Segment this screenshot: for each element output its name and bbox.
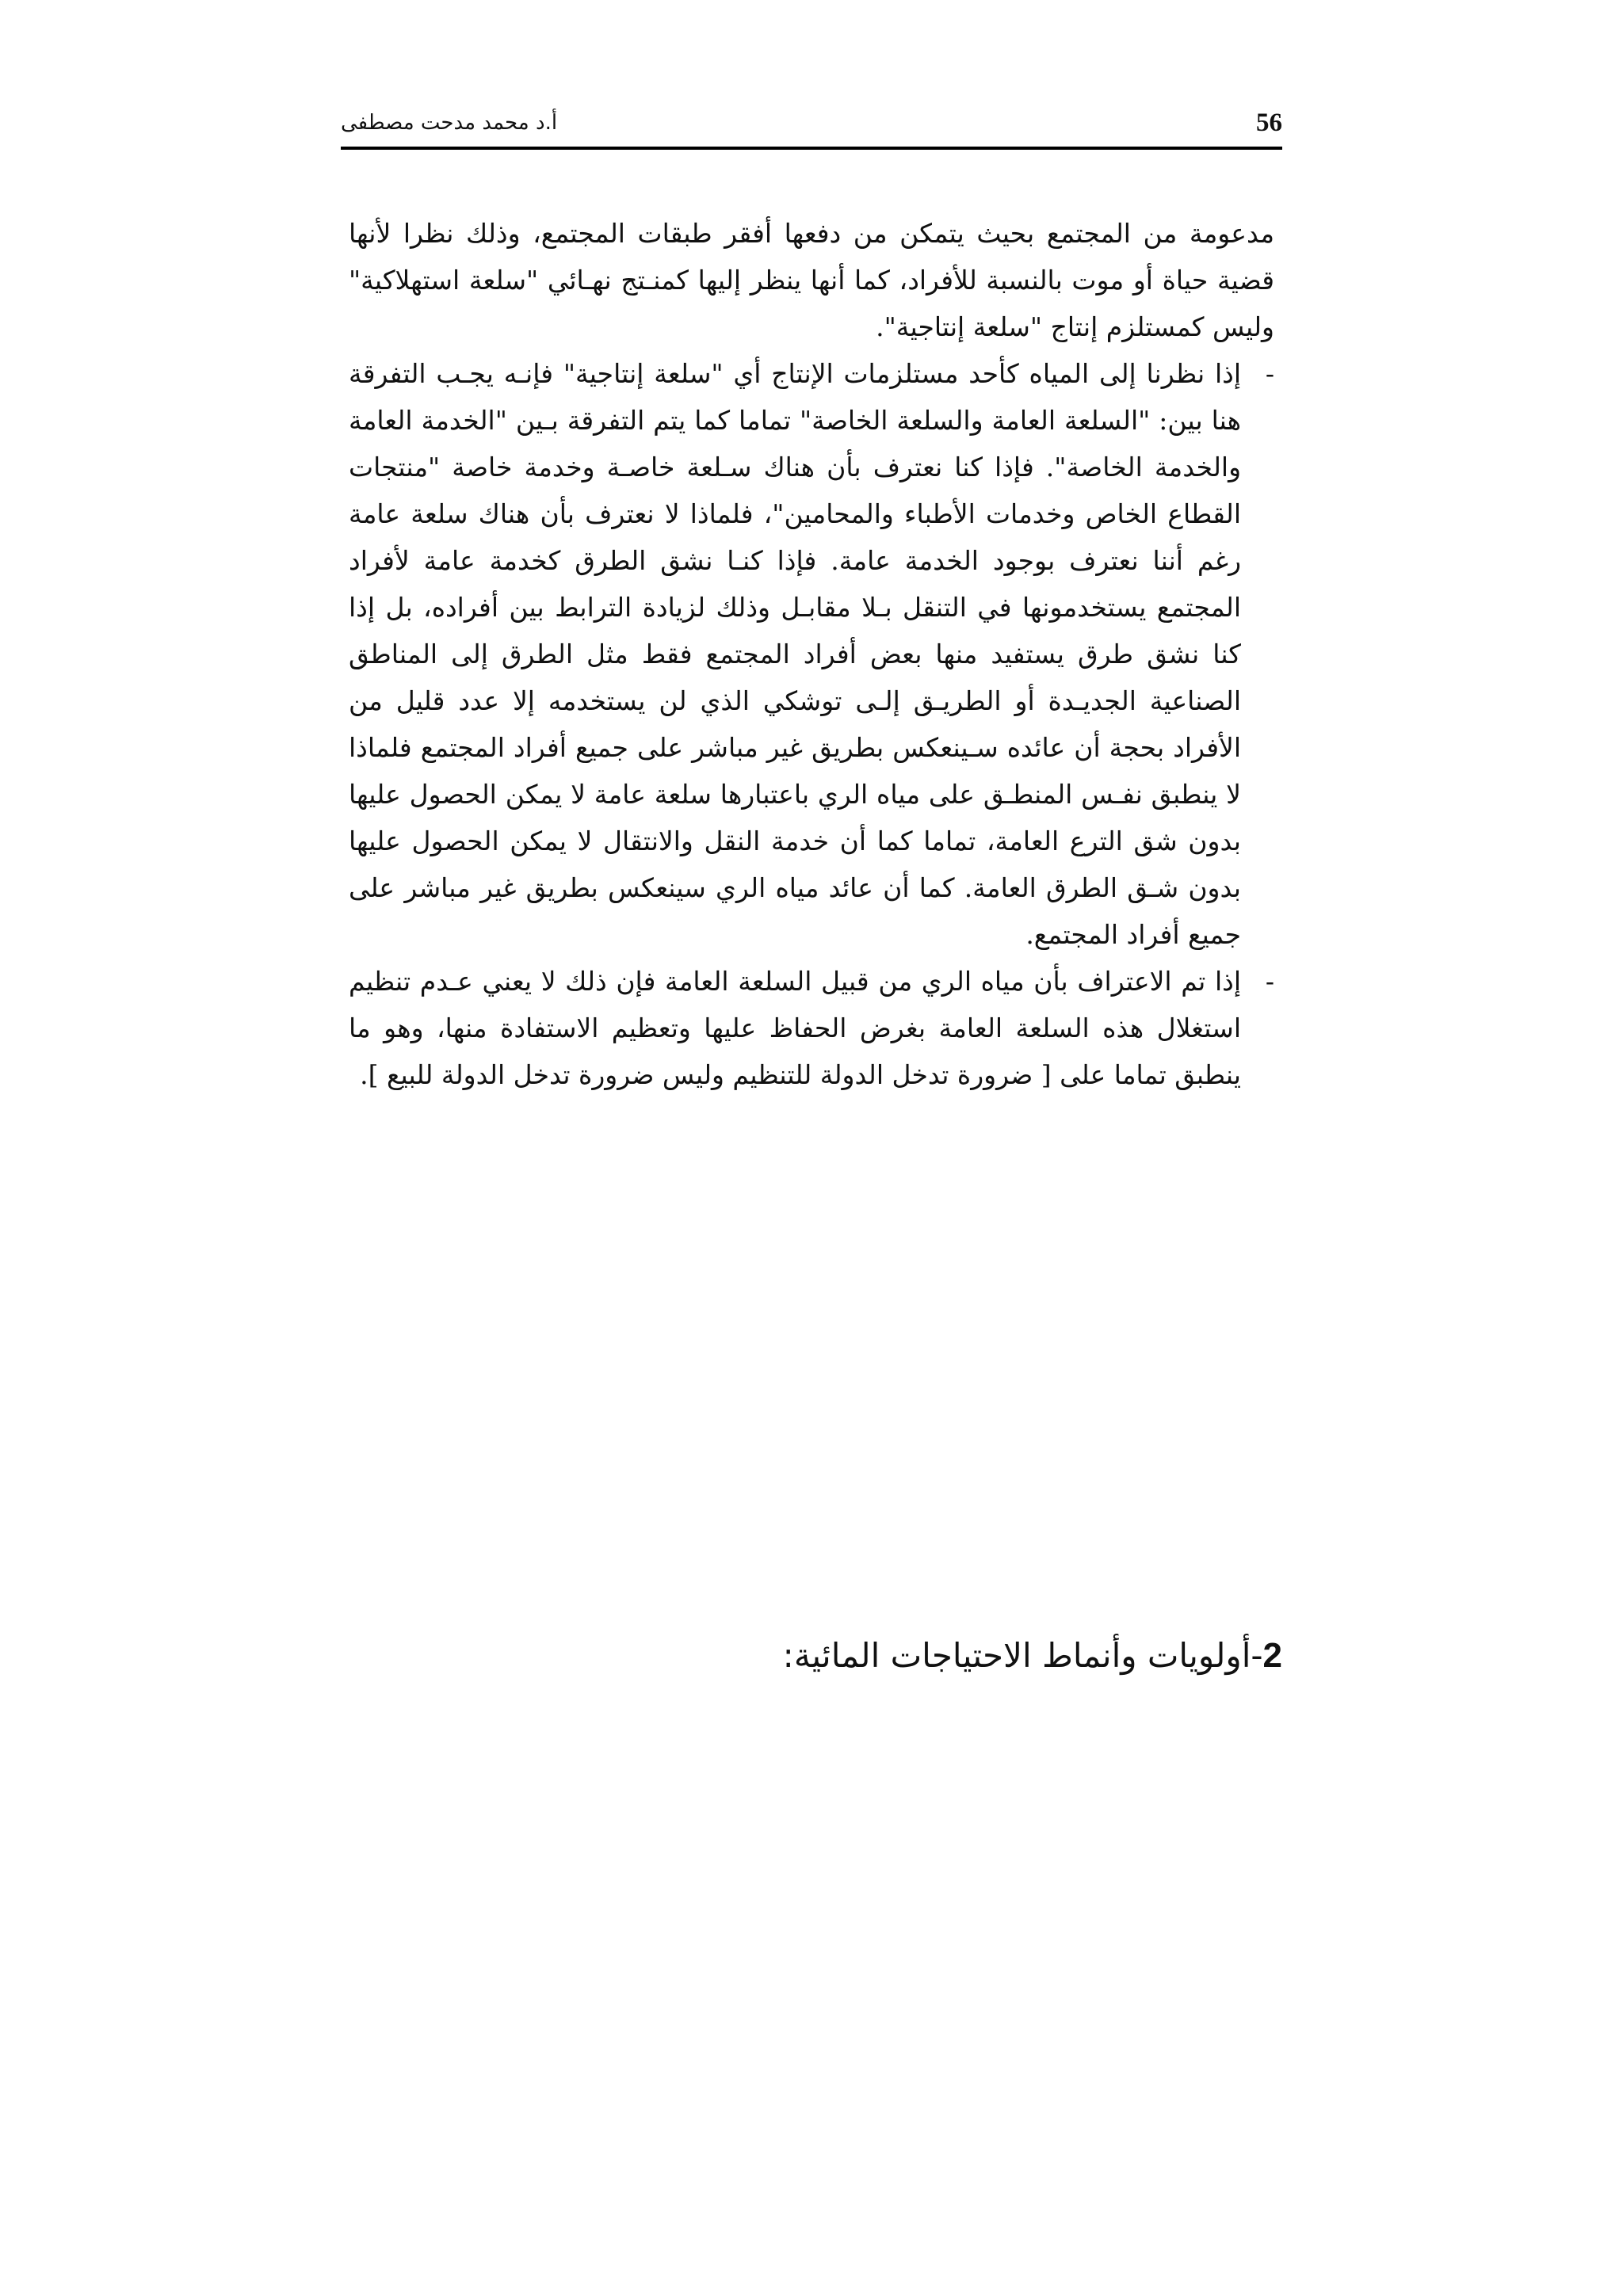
bullet-dash: - [1265,358,1274,389]
page-header [341,103,1282,143]
bullet-text: إذا نظرنا إلى المياه كأحد مستلزمات الإنتاج أي "سلعة إنتاجية" فإنـه يجـب التفرقة هنا بين: "السلعة العامة والسلعة الخاصة" تماما كما يتم التفرقة بـين "الخدمة العامة والخدمة الخاصة". فإذا كنا نعترف بأن هناك سـلعة خاصـة وخدمة خاصة "منتجات القطاع الخاص وخدمات الأطباء والمحامين"، فلماذا لا نعترف بأن هناك سلعة عامة رغم أننا نعترف بوجود الخدمة عامة. فإذا كنـا نشق الطرق كخدمة عامة لأفراد المجتمع يستخدمونها في التنقل بـلا مقابـل وذلك لزيادة الترابط بين أفراده، بل إذا كنا نشق طرق يستفيد منها بعض أفراد المجتمع فقط مثل الطرق إلى المناطق الصناعية الجديـدة أو الطريـق إلـى توشكي الذي لن يستخدمه إلا عدد قليل من الأفراد بحجة أن عائده سـينعكس بطريق غير مباشر على جميع أفراد المجتمع فلماذا لا ينطبق نفـس المنطـق على مياه الري باعتبارها سلعة عامة لا يمكن الحصول عليها بدون شق الترع العامة، تماما كما أن خدمة النقل والانتقال لا يمكن الحصول عليها بدون شـق الطرق العامة. كما أن عائد مياه الري سينعكس بطريق غير مباشر على جميع أفراد المجتمع. [349,358,1241,950]
bullet-dash: - [1265,966,1274,997]
section-heading [783,1628,1282,1684]
bullet-paragraph [349,350,1274,958]
header-rule [341,147,1282,150]
running-head-author: أ.د محمد مدحت مصطفى [341,111,558,135]
page-number: 56 [1256,109,1282,137]
body-text [349,210,1274,1098]
intro-paragraph: مدعومة من المجتمع بحيث يتمكن من دفعها أفقر طبقات المجتمع، وذلك نظرا لأنها قضية حياة أو موت بالنسبة للأفراد، كما أنها ينظر إليها كمنـتج نهـائي "سلعة استهلاكية" وليس كمستلزم إنتاج "سلعة إنتاجية". [349,218,1274,342]
bullet-paragraph [349,958,1274,1098]
section-number: 2 [1262,1636,1282,1675]
section-title: -أولويات وأنماط الاحتياجات المائية: [782,1636,1263,1675]
bullet-text: إذا تم الاعتراف بأن مياه الري من قبيل السلعة العامة فإن ذلك لا يعني عـدم تنظيم استغلال هذه السلعة العامة بغرض الحفاظ عليها وتعظيم الاستفادة منها، وهو ما ينطبق تماما على [ ضرورة تدخل الدولة للتنظيم وليس ضرورة تدخل الدولة للبيع ]. [349,966,1241,1090]
